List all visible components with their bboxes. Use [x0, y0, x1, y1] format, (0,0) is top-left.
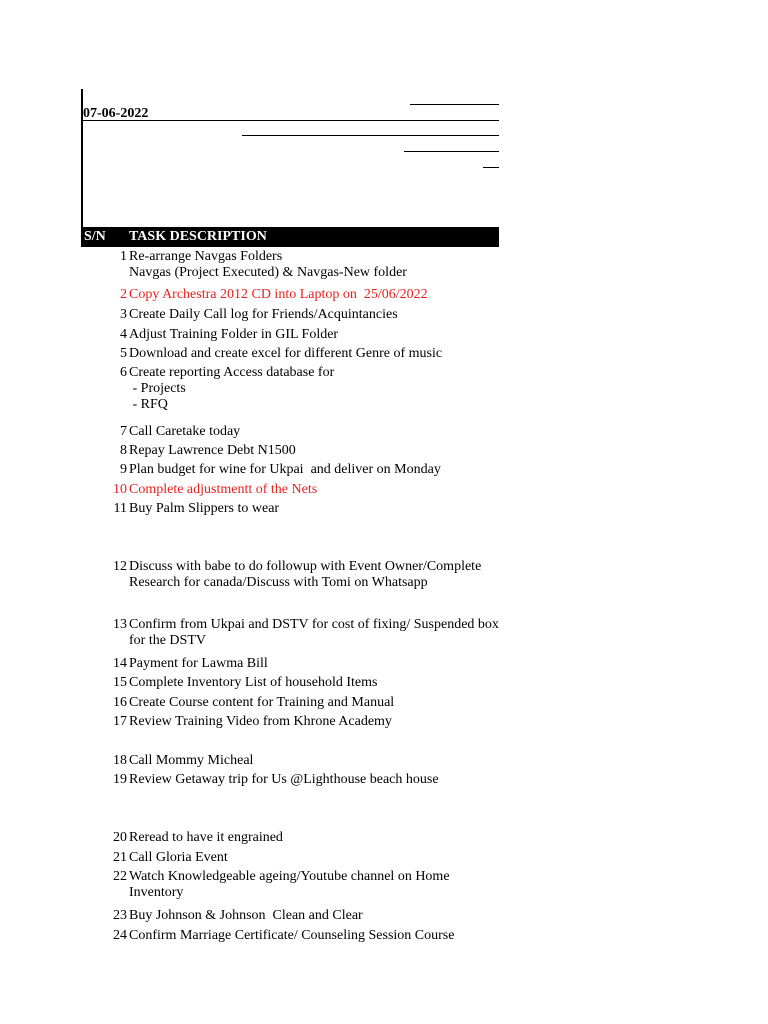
task-description-line: Review Training Video from Khrone Academy [129, 714, 392, 729]
task-description [129, 928, 501, 944]
task-description-line: Create reporting Access database for [129, 365, 335, 380]
task-description [129, 462, 501, 478]
task-number: 22 [113, 869, 127, 884]
task-number: 10 [113, 482, 127, 497]
task-number: 17 [113, 714, 127, 729]
task-number: 3 [120, 307, 127, 322]
task-description-line: Call Caretake today [129, 424, 241, 439]
task-description-line: Create Daily Call log for Friends/Acquintancies [129, 307, 398, 322]
date-text: 07-06-2022 [83, 106, 149, 121]
task-description [129, 675, 501, 691]
task-description-line: Inventory [129, 885, 184, 900]
task-description-line: - RFQ [129, 397, 168, 412]
task-description-line: Buy Johnson & Johnson Clean and Clear [129, 908, 363, 923]
task-description-line: - Projects [129, 381, 186, 396]
task-number: 14 [113, 656, 127, 671]
task-description-line: Reread to have it engrained [129, 830, 283, 845]
task-description [129, 443, 501, 459]
task-description-line: Navgas (Project Executed) & Navgas-New folder [129, 265, 407, 280]
task-description [129, 307, 501, 323]
task-description-line: Copy Archestra 2012 CD into Laptop on 25/06/2022 [129, 287, 428, 302]
task-number: 16 [113, 695, 127, 710]
task-number: 8 [120, 443, 127, 458]
task-number: 7 [120, 424, 127, 439]
column-header-description: TASK DESCRIPTION [129, 229, 267, 244]
task-description-line: for the DSTV [129, 633, 206, 648]
task-description-line: Review Getaway trip for Us @Lighthouse beach house [129, 772, 439, 787]
task-description [129, 327, 501, 343]
task-number: 11 [113, 501, 127, 516]
task-number: 9 [120, 462, 127, 477]
blank-line [483, 167, 499, 168]
task-description [129, 501, 501, 517]
task-number: 6 [120, 365, 127, 380]
task-number: 5 [120, 346, 127, 361]
task-description-line: Watch Knowledgeable ageing/Youtube channel on Home [129, 869, 450, 884]
task-description [129, 772, 501, 788]
task-number: 24 [113, 928, 127, 943]
task-number: 20 [113, 830, 127, 845]
blank-line [404, 151, 499, 152]
table-header [83, 227, 499, 247]
column-header-sn: S/N [84, 229, 106, 244]
signature-line [410, 104, 499, 105]
task-description-line: Plan budget for wine for Ukpai and deliver on Monday [129, 462, 441, 477]
task-number: 4 [120, 327, 127, 342]
task-description [129, 287, 501, 303]
task-description [129, 714, 501, 730]
task-description [129, 830, 501, 846]
task-description [129, 249, 501, 281]
blank-line [242, 135, 499, 136]
task-description-line: Discuss with babe to do followup with Event Owner/Complete [129, 559, 482, 574]
task-number: 18 [113, 753, 127, 768]
task-description-line: Confirm from Ukpai and DSTV for cost of fixing/ Suspended box [129, 617, 499, 632]
task-number: 21 [113, 850, 127, 865]
task-description [129, 908, 501, 924]
task-description-line: Research for canada/Discuss with Tomi on Whatsapp [129, 575, 428, 590]
task-description-line: Adjust Training Folder in GIL Folder [129, 327, 339, 342]
task-description [129, 753, 501, 769]
task-description-line: Download and create excel for different Genre of music [129, 346, 443, 361]
task-description-line: Confirm Marriage Certificate/ Counseling Session Course [129, 928, 455, 943]
task-description-line: Complete Inventory List of household Items [129, 675, 378, 690]
task-description-line: Create Course content for Training and Manual [129, 695, 395, 710]
task-description [129, 346, 501, 362]
task-description-line: Call Mommy Micheal [129, 753, 254, 768]
task-description-line: Buy Palm Slippers to wear [129, 501, 280, 516]
task-description [129, 559, 501, 591]
task-description [129, 365, 501, 413]
task-description-line: Call Gloria Event [129, 850, 228, 865]
task-description [129, 869, 501, 901]
task-number: 15 [113, 675, 127, 690]
task-description [129, 695, 501, 711]
task-description [129, 482, 501, 498]
task-description-line: Payment for Lawma Bill [129, 656, 268, 671]
task-number: 13 [113, 617, 127, 632]
task-description [129, 850, 501, 866]
task-description-line: Complete adjustmentt of the Nets [129, 482, 318, 497]
task-description-line: Repay Lawrence Debt N1500 [129, 443, 296, 458]
task-description [129, 617, 501, 649]
task-description [129, 424, 501, 440]
task-description-line: Re-arrange Navgas Folders [129, 249, 283, 264]
task-description [129, 656, 501, 672]
task-number: 1 [120, 249, 127, 264]
task-number: 12 [113, 559, 127, 574]
task-number: 23 [113, 908, 127, 923]
task-number: 2 [120, 287, 127, 302]
task-number: 19 [113, 772, 127, 787]
